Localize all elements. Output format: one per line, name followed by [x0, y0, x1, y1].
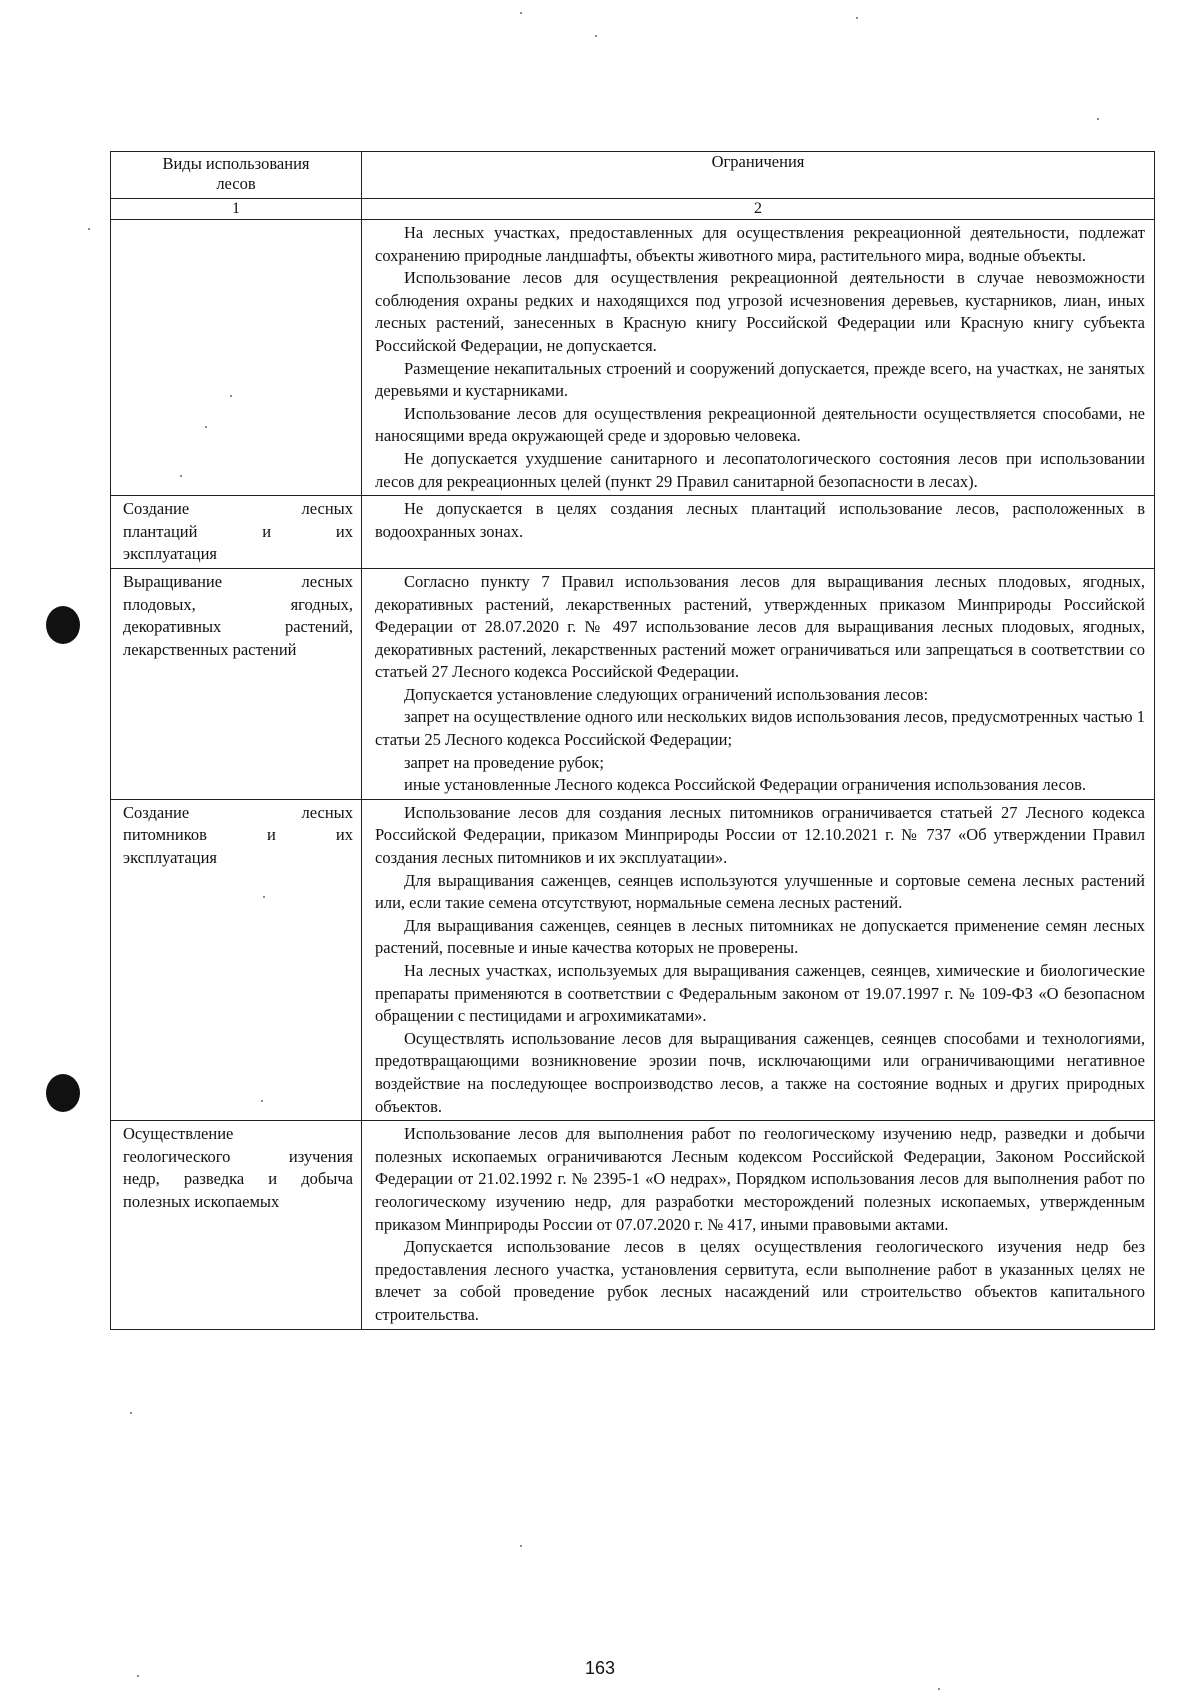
scan-speck — [180, 475, 182, 477]
use-type-line: недр, разведка и добыча — [123, 1169, 353, 1189]
row-restrictions-cell — [362, 220, 1155, 496]
restriction-paragraph: Использование лесов для создания лесных питомников ограничивается статьей 27 Лесного кодекса Российской Федерации, приказом Минприроды России от 12.10.2021 г. № 737 «Об утверждении Правил создания лесных питомников и их эксплуатации». — [375, 802, 1145, 868]
scan-speck — [520, 12, 522, 14]
scan-speck — [230, 395, 232, 397]
restriction-paragraph: Осуществлять использование лесов для выращивания саженцев, сеянцев способами и технологиями, предотвращающими возникновение эрозии почв, исключающими или ограничивающими негативное воздействие на последующее воспроизводство лесов, а также на состояние водных и других природных объектов. — [375, 1028, 1145, 1116]
use-type-line: Выращивание лесных — [123, 571, 353, 591]
header-forest-use-types: Виды использования лесов — [111, 152, 362, 199]
restriction-paragraph: Использование лесов для выполнения работ по геологическому изучению недр, разведки и добычи полезных ископаемых ограничиваются Лесным кодексом Российской Федерации, Законом Российской Федерации от 21.02.1992 г. № 2395-1 «О недрах», Порядком использования лесов для выполнения работ по геологическому изучению недр, для разработки месторождений полезных ископаемых, утвержденным приказом Минприроды России от 07.07.2020 г. № 417, иными правовыми актами. — [375, 1124, 1145, 1234]
column-number-1: 1 — [111, 199, 362, 220]
restriction-paragraph: На лесных участках, используемых для выращивания саженцев, сеянцев, химические и биологические препараты применяются в соответствии с Федеральным законом от 19.07.1997 г. № 109-ФЗ «О безопасном обращении с пестицидами и агрохимикатами». — [375, 961, 1145, 1026]
row-use-type-cell — [111, 568, 362, 799]
scan-speck — [263, 896, 265, 898]
page-number: 163 — [584, 1658, 616, 1678]
row-restrictions-cell — [362, 799, 1155, 1120]
header-restrictions: Ограничения — [362, 152, 1155, 199]
scan-speck — [88, 228, 90, 230]
table-row — [111, 799, 1155, 1120]
table-header-row — [111, 152, 1155, 199]
table-row — [111, 496, 1155, 569]
column-number-2: 2 — [362, 199, 1155, 220]
row-use-type-cell — [111, 220, 362, 496]
scan-speck — [261, 1100, 263, 1102]
restrictions-table — [110, 151, 1155, 1330]
table-row — [111, 568, 1155, 799]
use-type-line: лекарственных растений — [123, 639, 297, 659]
table-row — [111, 220, 1155, 496]
restriction-paragraph: Согласно пункту 7 Правил использования лесов для выращивания лесных плодовых, ягодных, декоративных растений, лекарственных растений, утвержденных приказом Минприроды Российской Федерации от 28.07.2020 г. № 497 использование лесов для выращивания лесных плодовых, ягодных, декоративных растений, лекарственных растений может ограничиваться или запрещаться в соответствии со статьей 27 Лесного кодекса Российской Федерации. — [375, 571, 1145, 682]
use-type-line: геологического изучения — [123, 1146, 353, 1166]
scan-speck — [205, 426, 207, 428]
row-use-type-cell — [111, 496, 362, 569]
scan-speck — [137, 1675, 139, 1677]
restriction-paragraph: Не допускается ухудшение санитарного и лесопатологического состояния лесов при использовании лесов для рекреационных целей (пункт 29 Правил санитарной безопасности в лесах). — [375, 448, 1145, 491]
scan-speck — [938, 1688, 940, 1690]
punch-hole-mark — [46, 1074, 80, 1112]
row-restrictions-cell — [362, 568, 1155, 799]
use-type-line: полезных ископаемых — [123, 1191, 280, 1211]
use-type-line: декоративных растений, — [123, 617, 353, 637]
restriction-paragraph: Размещение некапитальных строений и сооружений допускается, прежде всего, на участках, не занятых деревьями и кустарниками. — [375, 358, 1145, 401]
row-restrictions-cell — [362, 1121, 1155, 1329]
scan-speck — [856, 17, 858, 19]
row-use-type-cell — [111, 799, 362, 1120]
restriction-paragraph: Для выращивания саженцев, сеянцев в лесных питомниках не допускается применение семян лесных растений, посевные и иные качества которых не проверены. — [375, 915, 1145, 958]
scan-speck — [520, 1545, 522, 1547]
restriction-paragraph: Допускается использование лесов в целях осуществления геологического изучения недр без предоставления лесного участка, установления сервитута, если выполнение работ в указанных целях не влечет за собой проведение рубок лесных насаждений или строительство объектов капитального строительства. — [375, 1237, 1145, 1324]
use-type-line: эксплуатация — [123, 544, 217, 564]
punch-hole-mark — [46, 606, 80, 644]
restriction-paragraph: запрет на осуществление одного или нескольких видов использования лесов, предусмотренных частью 1 статьи 25 Лесного кодекса Российской Федерации; — [375, 707, 1145, 750]
use-type-line: Осуществление — [123, 1124, 234, 1144]
restriction-paragraph: Допускается установление следующих ограничений использования лесов: — [404, 684, 929, 704]
restriction-paragraph: На лесных участках, предоставленных для осуществления рекреационной деятельности, подлежат сохранению природные ландшафты, объекты животного мира, растительного мира, водные объекты. — [375, 223, 1145, 265]
use-type-line: Создание лесных — [123, 499, 353, 519]
row-restrictions-cell — [362, 496, 1155, 569]
scan-speck — [595, 35, 597, 37]
use-type-line: плантаций и их — [123, 521, 353, 541]
use-type-line: плодовых, ягодных, — [123, 594, 353, 614]
table-column-number-row — [111, 199, 1155, 220]
use-type-line: эксплуатация — [123, 848, 217, 868]
scan-speck — [1097, 118, 1099, 120]
restriction-paragraph: Не допускается в целях создания лесных плантаций использование лесов, расположенных в водоохранных зонах. — [375, 499, 1145, 541]
restriction-paragraph: Для выращивания саженцев, сеянцев используются улучшенные и сортовые семена лесных растений или, если такие семена отсутствуют, нормальные семена лесных растений. — [375, 870, 1145, 913]
use-type-line: питомников и их — [123, 825, 353, 845]
restriction-paragraph: Использование лесов для осуществления рекреационной деятельности осуществляется способами, не наносящими вреда окружающей среде и здоровью человека. — [375, 403, 1145, 446]
use-type-line: Создание лесных — [123, 802, 353, 822]
restriction-paragraph: запрет на проведение рубок; — [404, 752, 604, 772]
restriction-paragraph: иные установленные Лесного кодекса Российской Федерации ограничения использования лесов. — [404, 775, 1087, 795]
row-use-type-cell — [111, 1121, 362, 1329]
scan-speck — [130, 1412, 132, 1414]
table-row — [111, 1121, 1155, 1329]
restriction-paragraph: Использование лесов для осуществления рекреационной деятельности в случае невозможности соблюдения охраны редких и находящихся под угрозой исчезновения деревьев, кустарников, лиан, иных лесных растений, занесенных в Красную книгу Российской Федерации или Красную книгу субъекта Российской Федерации, не допускается. — [375, 268, 1145, 355]
